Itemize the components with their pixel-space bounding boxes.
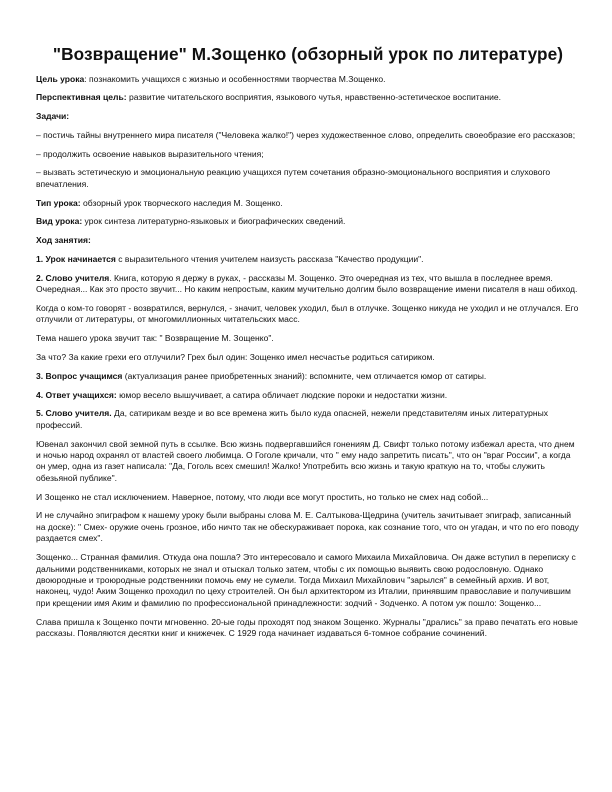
step-5-text: Да, сатирикам везде и во все времена жить было куда опасней, нежели представителям иных литературных профессий. [36, 408, 549, 430]
step-1-label: 1. Урок начинается [36, 254, 116, 265]
task-item: – продолжить освоение навыков выразительного чтения; [36, 148, 264, 159]
step-2-label: 2. Слово учителя [36, 272, 110, 283]
task-item: – постичь тайны внутреннего мира писателя ("Человека жалко!") через художественное слово, определить своеобразие его рассказов; [36, 129, 576, 140]
step-2-paragraph [36, 273, 580, 296]
step-5-label: 5. Слово учителя. [36, 408, 112, 419]
step-5-paragraph [36, 408, 580, 431]
step-4-text: юмор весело вышучивает, а сатира обличает людские пороки и недостатки жизни. [116, 389, 448, 400]
exception-paragraph: И Зощенко не стал исключением. Наверное, потому, что люди все могут простить, но только не смех над собой... [36, 491, 489, 502]
perspective-goal-label: Перспективная цель: [36, 92, 127, 103]
perspective-goal-text: развитие читательского восприятия, языкового чутья, нравственно-эстетическое воспитание. [126, 92, 501, 103]
lesson-kind-paragraph [36, 216, 580, 227]
goal-paragraph [36, 74, 580, 85]
goal-label: Цель урока [36, 73, 85, 84]
lesson-kind-text: урок синтеза литературно-языковых и биографических сведений. [82, 216, 346, 227]
step-4-label: 4. Ответ учащихся: [36, 389, 117, 400]
step-3-text: (актуализация ранее приобретенных знаний): вспомните, чем отличается юмор от сатиры. [122, 370, 487, 381]
step-1-text: с выразительного чтения учителем наизусть рассказа "Качество продукции". [115, 254, 424, 265]
task-item: – вызвать эстетическую и эмоциональную реакцию учащихся путем сочетания образно-эмоционального восприятия и слухового впечатления. [36, 167, 551, 189]
lesson-kind-label: Вид урока: [36, 216, 83, 227]
course-heading [36, 235, 580, 246]
sins-paragraph: За что? За какие грехи его отлучили? Грех был один: Зощенко имел несчастье родиться сатириком. [36, 352, 435, 363]
lesson-type-paragraph [36, 198, 580, 209]
step-3-paragraph [36, 371, 580, 382]
fame-paragraph: Слава пришла к Зощенко почти мгновенно. 20-ые годы проходят под знаком Зощенко. Журналы "дрались" за право печатать его новые рассказы. Появляются десятки книг и книжечек. С 1929 года начинает издаваться 6-томное собрание сочинений. [36, 616, 578, 638]
page-title: "Возвращение" М.Зощенко (обзорный урок по литературе) [52, 44, 564, 64]
topic-paragraph: Тема нашего урока звучит так: " Возвращение М. Зощенко". [36, 333, 274, 344]
return-paragraph: Когда о ком-то говорят - возвратился, вернулся, - значит, человек уходил, был в отлучке. Зощенко никуда не уходил и не отлучался. Его отлучили от литературы, от многомиллионных читательских масс. [36, 303, 579, 325]
surname-paragraph: Зощенко... Странная фамилия. Откуда она пошла? Это интересовало и самого Михаила Михайловича. Он даже вступил в переписку с дальними родственниками, которых не знал и отыскал только затем, чтобы с их помощью выявить свою родословную. Однако двоюродные и троюродные родственники помочь ему не сумели. Тогда Михаил Михайлович "зарылся" в семейный архив. И вот, наконец, чудо! Аким Зощенко проходил по цеху строителей. Он был архитектором из Италии, принявшим православие и получившим при крещении имя Аким и фамилию по профессиональной принадлежности: зодчий - Зодченко. А потом уж пошло: Зощенко... [36, 552, 576, 608]
step-3-label: 3. Вопрос учащимся [36, 370, 123, 381]
tasks-heading-text: Задачи: [36, 111, 70, 122]
lesson-type-text: обзорный урок творческого наследия М. Зощенко. [80, 197, 283, 208]
lesson-type-label: Тип урока: [36, 197, 81, 208]
step-4-paragraph [36, 390, 580, 401]
goal-text: : познакомить учащихся с жизнью и особенностями творчества М.Зощенко. [84, 73, 386, 84]
juvenal-paragraph: Ювенал закончил свой земной путь в ссылке. Всю жизнь подвергавшийся гонениям Д. Свифт только потому избежал ареста, что днем и ночью народ охранял от властей своего любимца. О Гоголе кричали, что " ему надо запретить писать", что он "враг России", а когда он умер, одна из газет написала: "Да, Гоголь всех смешил! Жалко! Употребить всю жизнь и такую краткую на то, чтобы служить обезьяной публике". [36, 438, 575, 483]
epigraph-paragraph: И не случайно эпиграфом к нашему уроку были выбраны слова М. Е. Салтыкова-Щедрина (учитель зачитывает эпиграф, записанный на доске): " Смех- оружие очень грозное, ибо ничто так не обескураживает порока, как сознание того, что он угадан, и что по его поводу раздается смех". [36, 510, 579, 544]
step-1-paragraph [36, 254, 580, 265]
perspective-goal-paragraph [36, 92, 580, 103]
tasks-heading [36, 111, 580, 122]
course-heading-text: Ход занятия: [36, 235, 91, 246]
step-2-text: . Книга, которую я держу в руках, - рассказы М. Зощенко. Это очередная из тех, что вышла в последнее время. Очередная... Как это просто звучит... Но каким непростым, каким мучительно долгим было возвращение имени писателя в наш обиход. [36, 272, 578, 295]
